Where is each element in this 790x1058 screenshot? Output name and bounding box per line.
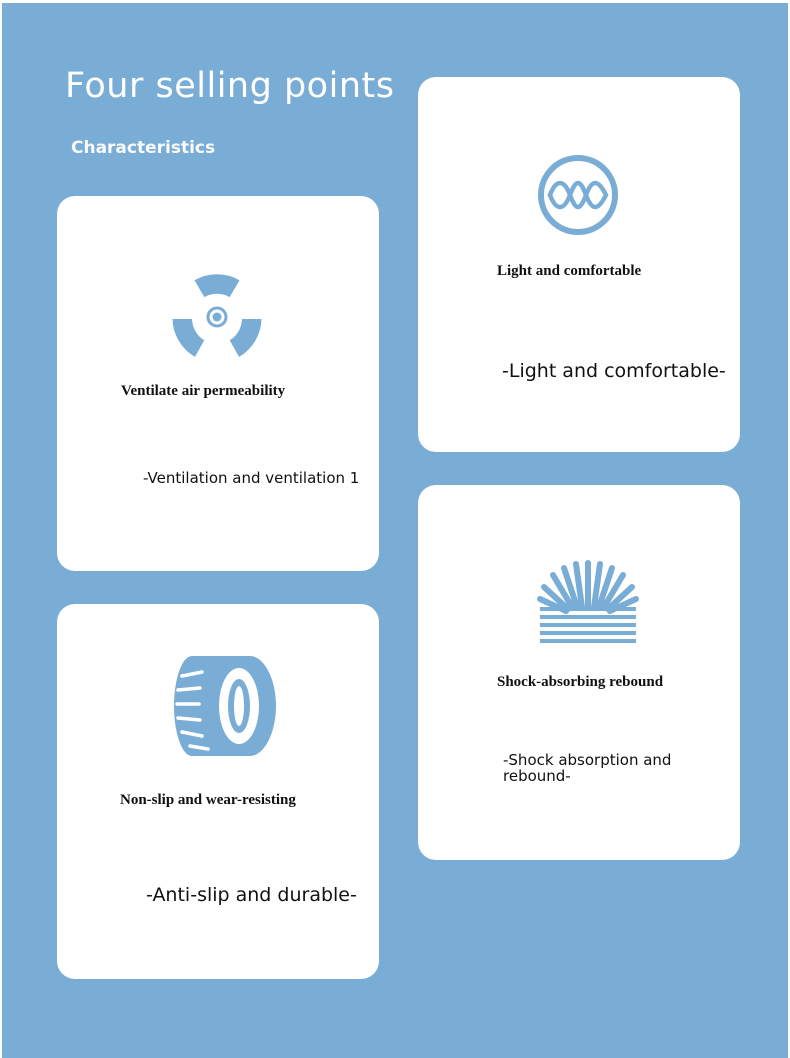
feature-heading: Ventilate air permeability [121,383,286,399]
spring-icon [536,559,640,649]
feature-description-line2: rebound- [503,767,571,785]
feature-card-ventilation [57,196,379,571]
feature-heading: Light and comfortable [497,263,642,279]
feature-description-line1: -Shock absorption and [503,751,672,769]
feature-heading: Shock-absorbing rebound [497,674,664,690]
tire-icon [172,654,278,758]
page-title: Four selling points [65,66,395,106]
feature-card-nonslip [57,604,379,979]
feature-description: -Ventilation and ventilation 1 [143,469,360,487]
feature-card-shock [418,485,740,860]
feature-description: -Anti-slip and durable- [146,884,357,906]
feature-card-light [418,77,740,452]
feature-description: -Light and comfortable- [502,360,726,382]
wave-circle-icon [536,153,620,237]
page-subtitle: Characteristics [71,138,216,158]
feature-heading: Non-slip and wear-resisting [120,792,296,808]
fan-icon [172,272,262,358]
